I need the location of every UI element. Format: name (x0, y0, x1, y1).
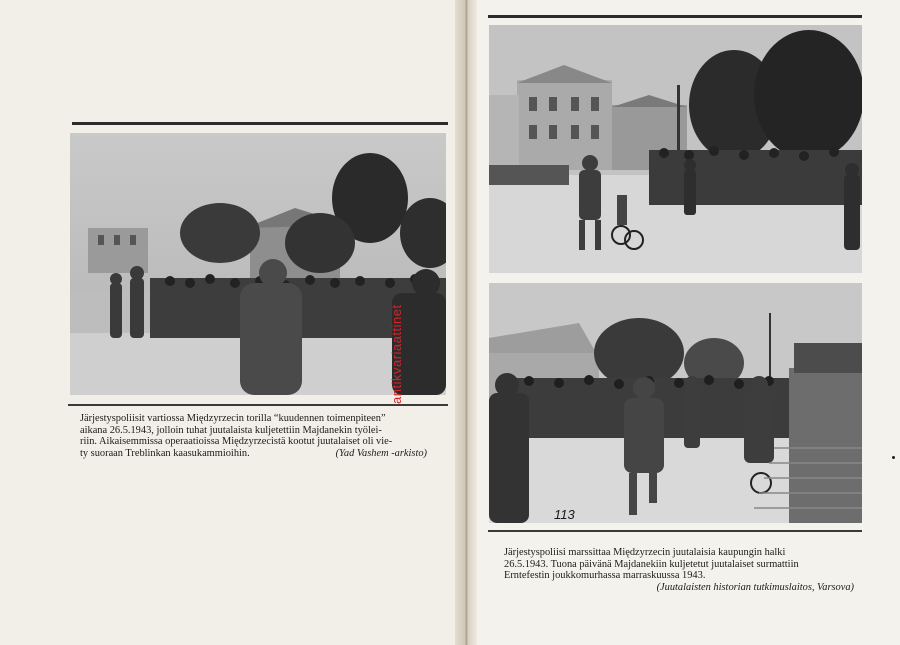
photo-march-street (489, 25, 862, 273)
page-speck (892, 456, 895, 459)
photo-credit-right: (Juutalaisten historian tutkimuslaitos, Varsova) (656, 581, 854, 593)
caption-rule-left (68, 404, 448, 406)
caption-line: Järjestyspoliisi marssittaa Międzyrzecin juutalaisia kaupungin halki (504, 547, 786, 558)
caption-line (80, 448, 435, 460)
caption-line: Järjestyspoliisit vartiossa Międzyrzecin torilla “kuudennen toimenpiteen” (80, 413, 386, 424)
top-rule-left (72, 122, 448, 125)
caption-line: riin. Aikaisemmissa operaatioissa Międzyrzecistä kootut juutalaiset oli vie- (80, 436, 393, 448)
top-rule-right (488, 15, 862, 18)
photo-march-road (489, 283, 862, 523)
watermark-text: antikvariaattinet (389, 304, 404, 404)
caption-line: Erntefestin joukkomurhassa marraskuussa 1943. (504, 570, 706, 582)
caption-line: aikana 26.5.1943, jolloin tuhat juutalaista kuljetettiin Majdanekin työlei- (80, 424, 382, 436)
caption-text: ty suoraan Treblinkan kaasukammioihin. (80, 447, 250, 459)
caption-line: 26.5.1943. Tuona päivänä Majdanekiin kuljetetut juutalaiset surmattiin (504, 558, 799, 570)
caption-rule-right (488, 530, 862, 532)
caption-right (504, 547, 854, 593)
handwritten-page-number: 113 (554, 507, 575, 522)
book-gutter (455, 0, 477, 645)
caption-left (80, 413, 435, 459)
photo-credit-left: (Yad Vashem -arkisto) (335, 447, 427, 459)
